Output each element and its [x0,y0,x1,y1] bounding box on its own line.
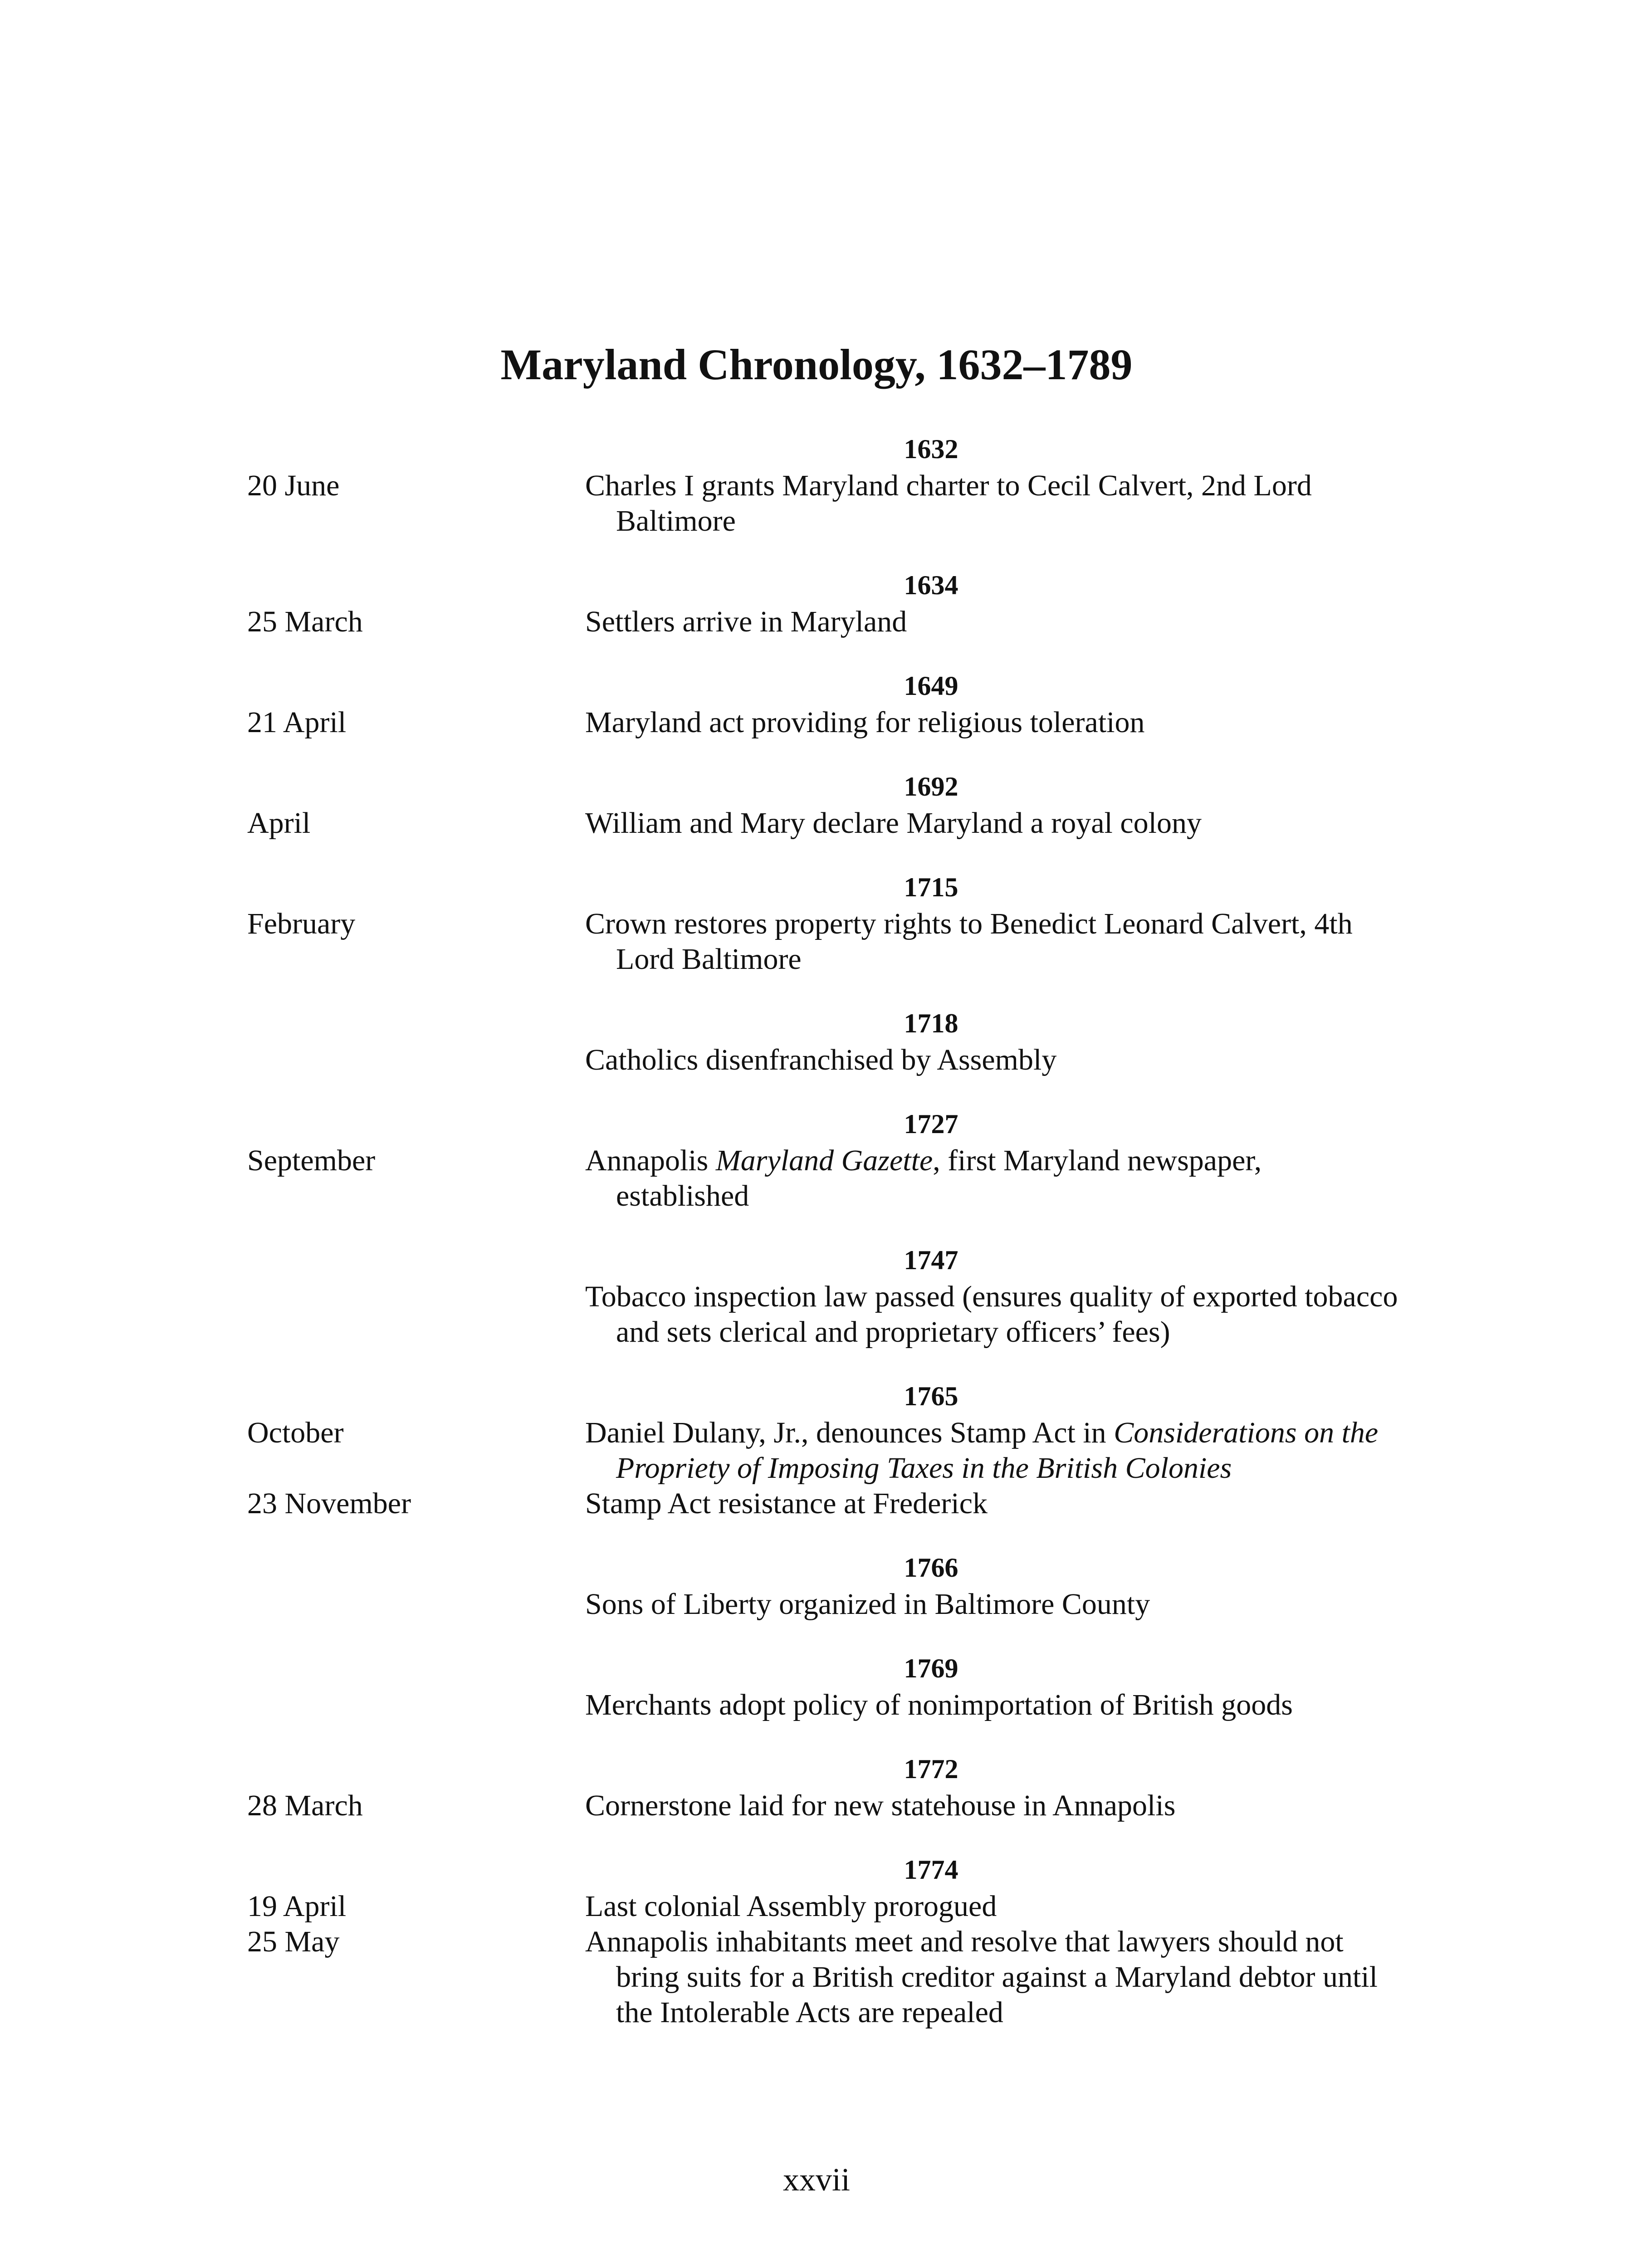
publication-title: Maryland Gazette [715,1144,933,1177]
year-block [247,1106,1402,1214]
entry-date [247,1687,585,1723]
year-block [247,1852,1402,2030]
entry-date [247,1042,585,1078]
chronology-entry [247,1042,1402,1078]
entry-date: 25 March [247,605,363,638]
chronology-entry [247,1143,1402,1214]
entry-description: Last colonial Assembly prorogued [585,1890,997,1923]
year-heading: 1769 [904,1653,958,1683]
year-block [247,869,1402,977]
entry-description: Sons of Liberty organized in Baltimore County [585,1588,1150,1621]
year-block [247,1751,1402,1823]
year-heading: 1632 [904,434,958,464]
year-heading: 1634 [904,570,958,600]
entry-description: Cornerstone laid for new statehouse in Annapolis [585,1789,1176,1822]
entry-date [247,1587,585,1622]
page-title: Maryland Chronology, 1632–1789 [500,340,1133,389]
chronology-entry [247,906,1402,977]
year-heading: 1715 [904,872,958,902]
year-block [247,1378,1402,1521]
entry-date: October [247,1416,344,1449]
entry-description: Crown restores property rights to Benedict Leonard Calvert, 4th Lord Baltimore [585,907,1353,976]
description-text: Daniel Dulany, Jr., denounces Stamp Act in [585,1416,1114,1449]
entry-description: Stamp Act resistance at Frederick [585,1487,988,1520]
entry-description: Annapolis inhabitants meet and resolve that lawyers should not bring suits for a British creditor against a Maryland debtor until the Intolerable Acts are repealed [585,1925,1378,2029]
chronology-entry [247,806,1402,841]
chronology-entry [247,1279,1402,1350]
entry-description: Settlers arrive in Maryland [585,605,907,638]
chronology-entry [247,468,1402,539]
entry-description [585,1415,1402,1486]
year-heading: 1692 [904,772,958,802]
page-number: xxvii [782,2161,850,2198]
year-heading: 1718 [904,1008,958,1038]
chronology-entry [247,1687,1402,1723]
entry-description: Tobacco inspection law passed (ensures quality of exported tobacco and sets clerical and proprietary officers’ fees) [585,1280,1398,1349]
year-heading: 1649 [904,671,958,701]
year-heading: 1772 [904,1754,958,1784]
entry-date [247,1279,585,1350]
entry-date: September [247,1144,376,1177]
entry-description: William and Mary declare Maryland a royal colony [585,807,1202,840]
year-block [247,768,1402,841]
year-heading: 1766 [904,1553,958,1583]
year-heading: 1747 [904,1245,958,1275]
chronology-entry [247,1415,1402,1486]
entry-date: 19 April [247,1890,347,1923]
chronology-entry [247,1587,1402,1622]
chronology-entry [247,604,1402,640]
entry-date: April [247,807,311,840]
entry-description [585,1143,1402,1214]
description-text: Annapolis [585,1144,716,1177]
year-heading: 1727 [904,1109,958,1139]
year-heading: 1774 [904,1855,958,1885]
year-block [247,1242,1402,1350]
entry-description: Catholics disenfranchised by Assembly [585,1043,1057,1076]
description-text: , first Maryland newspaper, established [616,1144,1262,1212]
entry-date: 21 April [247,706,347,739]
chronology-entry [247,1788,1402,1823]
chronology-entry [247,1486,1402,1521]
chronology-entry [247,1924,1402,2030]
publication-title: Considerations on the Propriety of Imposing Taxes in the British Colonies [616,1416,1379,1485]
year-block [247,1549,1402,1622]
entry-description: Maryland act providing for religious toleration [585,706,1145,739]
year-heading: 1765 [904,1381,958,1411]
entry-date: February [247,907,356,940]
chronology-entry [247,1889,1402,1924]
chronology-list [247,431,1402,2058]
entry-date: 28 March [247,1789,363,1822]
year-block [247,567,1402,640]
entry-date: 23 November [247,1487,411,1520]
entry-date: 20 June [247,469,340,502]
year-block [247,1650,1402,1723]
entry-description: Charles I grants Maryland charter to Cecil Calvert, 2nd Lord Baltimore [585,469,1312,538]
year-block [247,431,1402,539]
year-block [247,1005,1402,1078]
entry-date: 25 May [247,1925,340,1958]
chronology-entry [247,705,1402,740]
entry-description: Merchants adopt policy of nonimportation of British goods [585,1688,1293,1721]
year-block [247,668,1402,740]
